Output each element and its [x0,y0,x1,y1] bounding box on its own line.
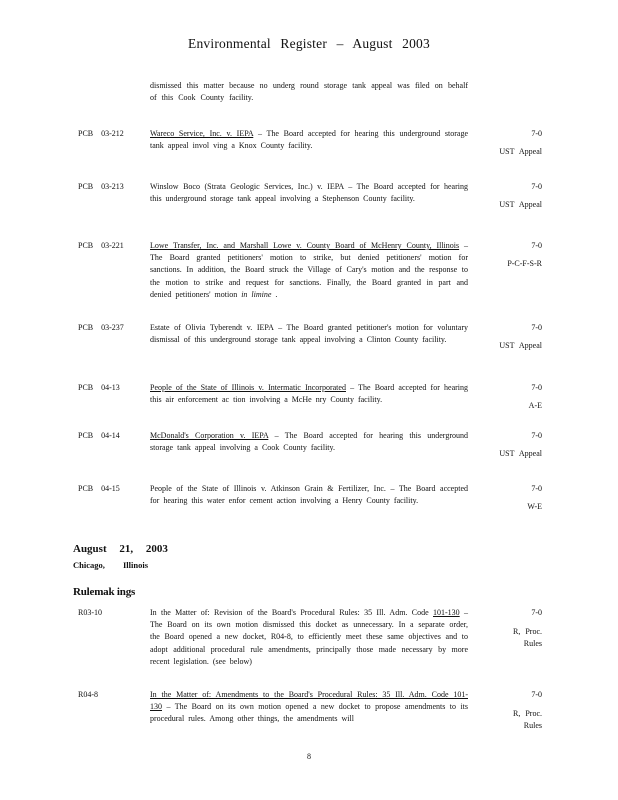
entry-description [150,430,468,454]
vote-tally: 7-0 [531,608,542,617]
case-caption: Lowe Transfer, Inc. and Marshall Lowe v. County Board of McHenry County, Illinois [150,241,460,250]
entry-description [150,382,468,406]
entry-description [150,240,468,301]
case-category: W-E [527,502,542,511]
docket-number: PCB 03-237 [78,323,124,332]
case-category: UST Appeal [499,200,542,209]
docket-number: R04-8 [78,690,98,699]
entry-text: Estate of Olivia Tyberendt v. IEPA – The Board granted petitioner's motion for voluntary dismissal of this underground storage tank appeal involving a Clinton County facility. [150,323,468,345]
continued-text: dismissed this matter because no underg round storage tank appeal was filed on behalf of this Cook County facility. [150,81,468,103]
vote-tally: 7-0 [531,431,542,440]
entry-text: People of the State of Illinois v. Atkinson Grain & Fertilizer, Inc. – The Board accepted for hearing this water enfor cement action involving a Henry County facility. [150,484,468,506]
case-caption: 101-130 [433,608,460,617]
docket-number: PCB 03-212 [78,129,124,138]
meeting-location: Chicago, Illinois [73,560,149,570]
vote-tally: 7-0 [531,323,542,332]
meeting-date: August 21, 2003 [73,543,168,555]
vote-tally: 7-0 [531,690,542,699]
case-caption: In the Matter of: Amendments to the Board's Procedural Rules: 35 Ill. Adm. Code 101-130 [150,690,468,712]
entry-text: – The Board on its own motion dismissed this docket as unnecessary. In a separate order, the Board opened a new docket, R04-8, to efficiently meet these same objectives and to adopt additional procedural rule amendments, principally those made necessary by more recent legislation. (see below) [150,608,469,666]
page-header [0,36,618,52]
case-category: UST Appeal [499,341,542,350]
entry-description [150,128,468,152]
case-category: R, Proc. Rules [513,709,542,730]
case-category: UST Appeal [499,449,542,458]
entry-description [150,607,468,668]
page-number: 8 [307,752,311,761]
docket-number: PCB 04-15 [78,484,120,493]
entry-text: – The Board accepted for hearing this underground storage tank appeal invol ving a Knox County facility. [150,129,469,151]
entry-text: – The Board accepted for hearing this underground storage tank appeal involving a Cook County facility. [150,431,468,453]
case-category: R, Proc. Rules [513,627,542,648]
entry-text: – The Board granted petitioners' motion to strike, but denied petitioners' motion for sanctions. In addition, the Board struck the Village of Cary's motion and the response to the motion to strike and request for sanctions. Finally, the Board granted in part and denied petitioners' motion [150,241,469,299]
entry-text-italic: in limine [241,289,272,299]
case-caption: People of the State of Illinois v. Intermatic Incorporated [150,383,346,392]
entry-description [150,689,468,726]
entry-description [150,322,468,346]
entry-text: Winslow Boco (Strata Geologic Services, Inc.) v. IEPA – The Board accepted for hearing this underground storage tank appeal involving a Stephenson County facility. [150,182,468,204]
vote-tally: 7-0 [531,129,542,138]
case-category: P-C-F-S-R [507,259,542,268]
docket-number: PCB 04-14 [78,431,120,440]
entry-text-pre: In the Matter of: Revision of the Board's Procedural Rules: 35 Ill. Adm. Code [150,608,433,617]
entry-text: – The Board accepted for hearing this air enforcement ac tion involving a McHe nry County facility. [150,383,469,405]
entry-description [150,181,468,205]
vote-tally: 7-0 [531,484,542,493]
docket-number: PCB 04-13 [78,383,120,392]
case-category: UST Appeal [499,147,542,156]
vote-tally: 7-0 [531,383,542,392]
docket-number: PCB 03-213 [78,182,124,191]
docket-number: R03-10 [78,608,102,617]
case-category: A-E [528,401,542,410]
docket-number: PCB 03-221 [78,241,124,250]
vote-tally: 7-0 [531,241,542,250]
entry-text: – The Board on its own motion opened a new docket to propose amendments to its procedural rules. Among other things, the amendments will [150,702,468,724]
page-title: Environmental Register – August 2003 [188,36,430,51]
vote-tally: 7-0 [531,182,542,191]
entry-description [150,483,468,507]
entry-text-end: . [271,289,278,299]
section-heading-rulemakings: Rulemak ings [73,586,136,598]
case-caption: Wareco Service, Inc. v. IEPA [150,129,254,138]
case-caption: McDonald's Corporation v. IEPA [150,431,269,440]
